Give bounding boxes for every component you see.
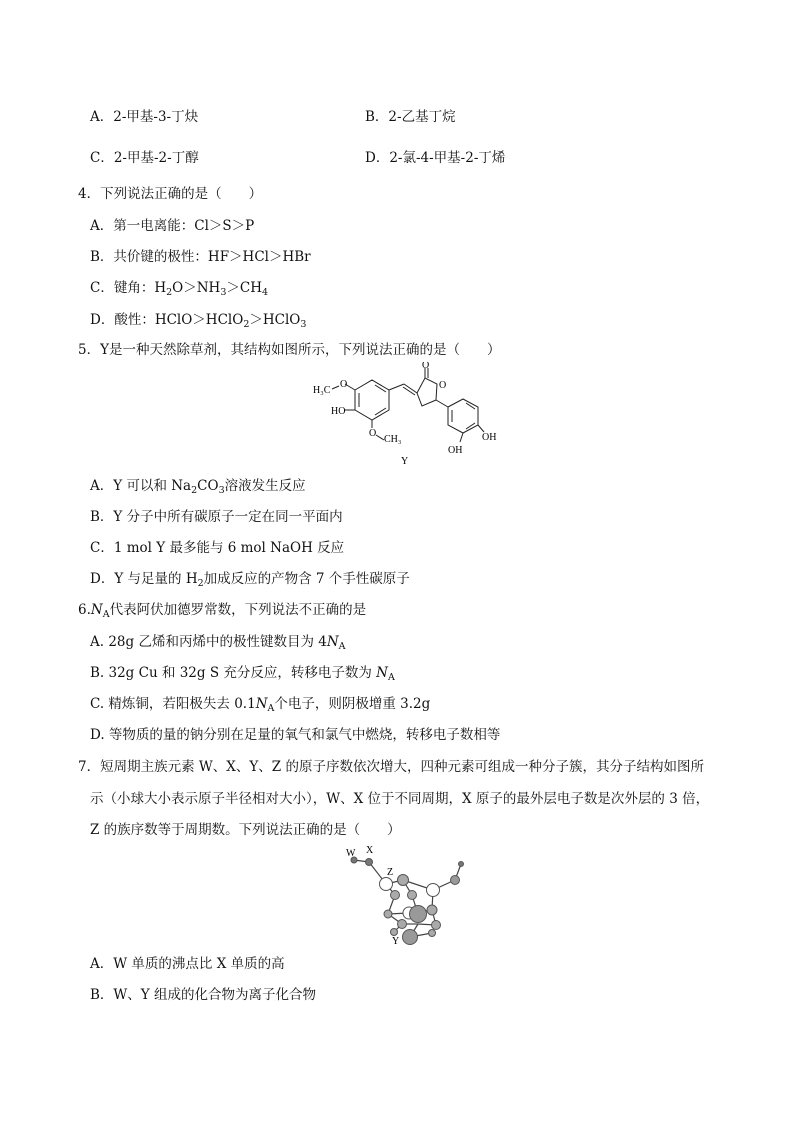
q3-option-b: B．2-乙基丁烷: [365, 109, 456, 125]
q5-label-o-bottom: O: [369, 428, 377, 439]
q3-option-d: D．2-氯-4-甲基-2-丁烯: [365, 150, 506, 166]
q7-label-z: Z: [387, 867, 394, 878]
q7-label-x: X: [366, 845, 374, 856]
q5-option-b: B．Y 分子中所有碳原子一定在同一平面内: [90, 509, 343, 525]
q7-option-a: A．W 单质的沸点比 X 单质的高: [90, 956, 285, 972]
q5-label-oh-right: OH: [482, 432, 497, 443]
q3-option-c: C．2-甲基-2-丁醇: [90, 150, 199, 166]
q5-label-o-top: O: [340, 379, 348, 390]
q7-stem-line-2: 示（小球大小表示原子半径相对大小），W、X 位于不同周期，X 原子的最外层电子数是次外层的 3 倍，: [90, 791, 710, 807]
q7-option-b: B．W、Y 组成的化合物为离子化合物: [90, 987, 316, 1003]
q5-label-ch3: CH₃: [384, 434, 402, 445]
q5-label-ring-o: O: [439, 380, 447, 391]
q6-option-b: B. 32g Cu 和 32g S 充分反应，转移电子数为 $N_A$: [90, 665, 395, 683]
q7-stem-line-3: Z 的族序数等于周期数。下列说法正确的是（ ）: [90, 822, 401, 838]
q5-label-oh-bottom: OH: [448, 445, 463, 456]
q3-option-a: A．2-甲基-3-丁炔: [90, 109, 199, 125]
q7-stem-line-1: 7．短周期主族元素 W、X、Y、Z 的原子序数依次增大，四种元素可组成一种分子簇，其分子结构如图所: [78, 759, 704, 775]
q7-label-y: Y: [392, 936, 400, 947]
q6-option-a: A. 28g 乙烯和丙烯中的极性键数目为 $4N_A$: [90, 634, 346, 652]
q7-label-w: W: [346, 848, 356, 859]
q6-option-c: C. 精炼铜，若阳极失去 $0.1N_A$个电子，则阴极增重 3.2g: [90, 696, 431, 714]
q5-label-ho: HO: [331, 406, 346, 417]
q5-label-h3c: H₃C: [313, 385, 331, 396]
q5-label-carbonyl-o: O: [422, 362, 430, 371]
q5-option-a: A．Y 可以和 $Na_2CO_3$溶液发生反应: [90, 478, 306, 496]
q4-stem: 4．下列说法正确的是（ ）: [78, 186, 263, 202]
q6-option-d: D. 等物质的量的钠分别在足量的氧气和氯气中燃烧，转移电子数相等: [90, 727, 501, 743]
q7-cluster-figure: [340, 840, 470, 950]
q5-caption-y: Y: [401, 456, 409, 467]
q5-option-c: C．1 mol Y 最多能与 6 mol NaOH 反应: [90, 540, 345, 556]
q5-structure-figure: [300, 362, 510, 472]
q5-stem: 5．Y是一种天然除草剂，其结构如图所示，下列说法正确的是（ ）: [78, 342, 501, 358]
q4-option-d: D．酸性：HClO＞HClO$_2$＞HClO$_3$: [90, 312, 307, 330]
q4-option-a: A．第一电离能：Cl＞S＞P: [90, 218, 255, 234]
q4-option-c: C．键角：$H_2O>NH_3>CH_4$: [90, 280, 269, 298]
q6-stem: $6.N_A$代表阿伏加德罗常数，下列说法不正确的是: [78, 602, 367, 620]
q5-option-d: D．Y 与足量的 $H_2$加成反应的产物含 7 个手性碳原子: [90, 571, 410, 589]
q4-option-b: B．共价键的极性：HF＞HCl＞HBr: [90, 249, 311, 265]
